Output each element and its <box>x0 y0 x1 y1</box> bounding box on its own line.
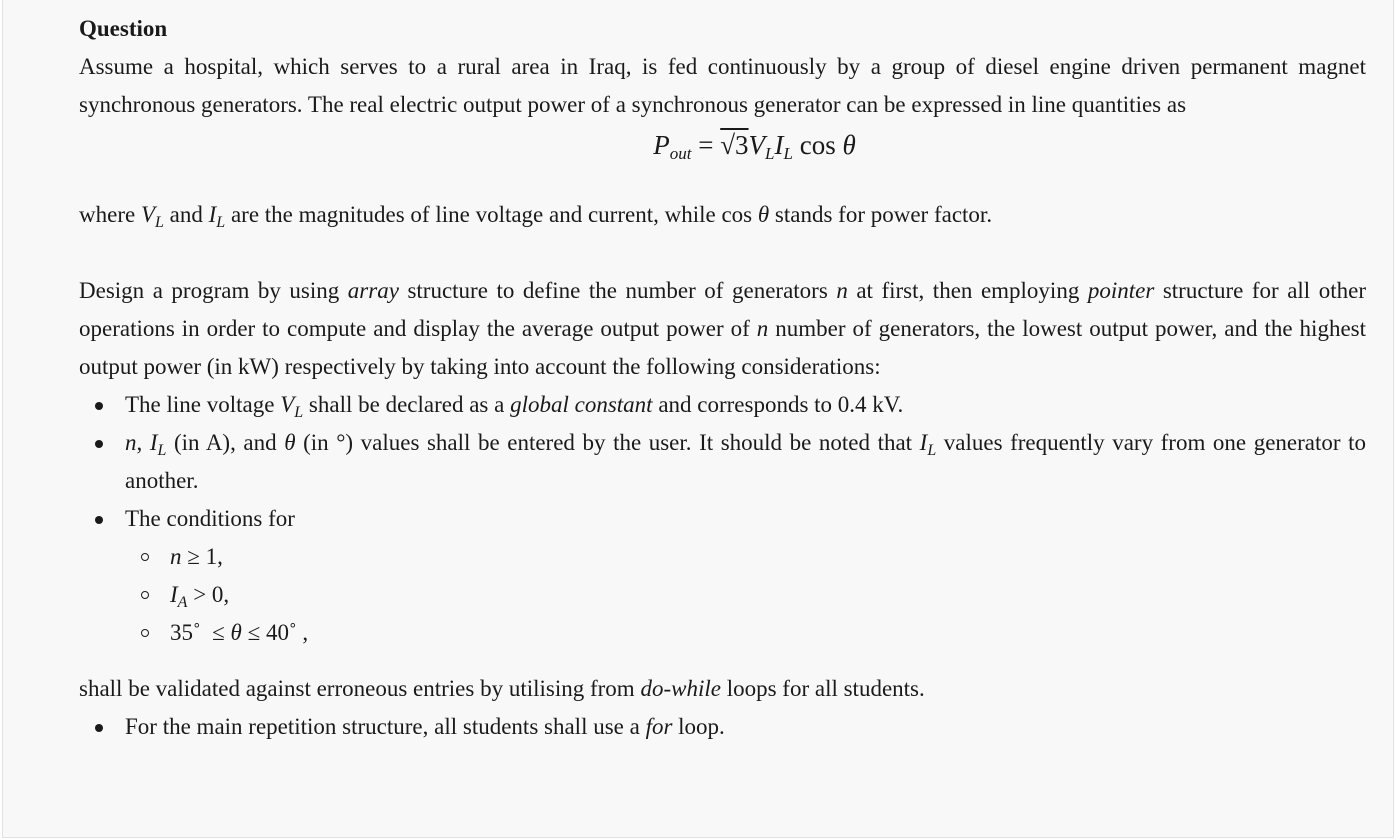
power-formula <box>79 126 1366 164</box>
list-item-conditions <box>125 500 1366 652</box>
cond3-a: 35˚ ≤ <box>170 620 231 645</box>
question-heading: Question <box>79 16 168 41</box>
formula-i-sub: L <box>783 144 793 163</box>
validate-text-2: loops for all students. <box>720 676 925 701</box>
b2-text-3: (in °) values shall be entered by the user. It should be noted that <box>295 430 920 455</box>
considerations-list <box>79 386 1366 652</box>
where-v: V <box>140 202 155 227</box>
b2-theta: θ <box>284 430 296 455</box>
b1-v-sub: L <box>294 404 304 421</box>
list-item-line-voltage <box>125 386 1366 424</box>
design-n2: n <box>756 316 769 341</box>
b1-global: global constant <box>510 392 653 417</box>
design-pointer: pointer <box>1087 278 1155 303</box>
b1-text-3: and corresponds to 0.4 kV. <box>652 392 904 417</box>
validate-dowhile: do-while <box>640 676 721 701</box>
cond1-rest: ≥ 1, <box>181 544 223 569</box>
formula-cos: cos <box>799 130 836 160</box>
formula-v-sub: L <box>765 144 775 163</box>
b2-i2-sub: L <box>927 442 937 459</box>
design-text-5: number of generators, the lowest output power, and the highest output power (in kW) respectively by taking into account the following considerations: <box>79 316 1366 379</box>
design-text-3: at first, then employing <box>847 278 1088 303</box>
design-text-4: structure for all other operations in order to compute and display the average output power of <box>79 278 1366 341</box>
where-and: and <box>163 202 209 227</box>
where-theta: θ <box>757 202 770 227</box>
condition-current <box>170 576 1366 614</box>
design-text-1: Design a program by using <box>79 278 348 303</box>
b4-text-2: loop. <box>672 714 725 739</box>
b1-text-2: shall be declared as a <box>303 392 511 417</box>
formula-p-sub: out <box>669 144 692 163</box>
cond2-i: I <box>170 582 178 607</box>
where-v-sub: L <box>155 214 164 231</box>
b1-text-1: The line voltage <box>125 392 281 417</box>
b2-i2: I <box>919 430 928 455</box>
formula-theta: θ <box>842 130 856 160</box>
conditions-sublist <box>125 538 1366 652</box>
validate-paragraph <box>79 670 1366 708</box>
where-i: I <box>208 202 217 227</box>
b2-i-sub: L <box>157 442 167 459</box>
formula-sqrt: √3 <box>720 130 749 160</box>
where-text-3: stands for power factor. <box>769 202 993 227</box>
b4-for: for <box>645 714 673 739</box>
where-i-sub: L <box>216 214 226 231</box>
cond1-n: n <box>170 544 182 569</box>
where-text-2: are the magnitudes of line voltage and current, while cos <box>225 202 758 227</box>
formula-p: P <box>653 130 670 160</box>
where-paragraph <box>79 196 1366 234</box>
b2-text-2: (in A), and <box>166 430 285 455</box>
cond2-i-sub: A <box>177 594 188 611</box>
question-panel <box>2 0 1394 838</box>
b2-text-1: , <box>136 430 150 455</box>
cond3-b: ≤ 40˚ , <box>241 620 309 645</box>
design-array: array <box>347 278 399 303</box>
list-item-user-inputs <box>125 424 1366 500</box>
where-text-1: where <box>79 202 141 227</box>
b1-v: V <box>280 392 295 417</box>
b2-i: I <box>149 430 158 455</box>
repetition-list <box>79 708 1366 746</box>
b4-text-1: For the main repetition structure, all students shall use a <box>125 714 646 739</box>
b2-n: n <box>125 430 137 455</box>
validate-text-1: shall be validated against erroneous entries by utilising from <box>79 676 641 701</box>
cond2-rest: > 0, <box>187 582 230 607</box>
question-content <box>79 10 1366 746</box>
cond3-theta: θ <box>230 620 242 645</box>
b2-text-4: values frequently vary from one generator to another. <box>125 430 1366 493</box>
condition-theta <box>170 614 1366 652</box>
design-n: n <box>836 278 848 303</box>
spacer-2 <box>79 652 1366 670</box>
formula-v: V <box>748 130 766 160</box>
formula-i: I <box>774 130 784 160</box>
condition-n <box>170 538 1366 576</box>
formula-equals: = <box>698 130 714 160</box>
list-item-for-loop <box>125 708 1366 746</box>
b3-text: The conditions for <box>125 506 295 531</box>
design-text-2: structure to define the number of generators <box>398 278 837 303</box>
spacer <box>79 234 1366 272</box>
intro-paragraph: Assume a hospital, which serves to a rural area in Iraq, is fed continuously by a group of diesel engine driven permanent magnet synchronous generators. The real electric output power of a synchronous generator can be expressed in line quantities as <box>79 54 1366 117</box>
design-paragraph <box>79 272 1366 386</box>
